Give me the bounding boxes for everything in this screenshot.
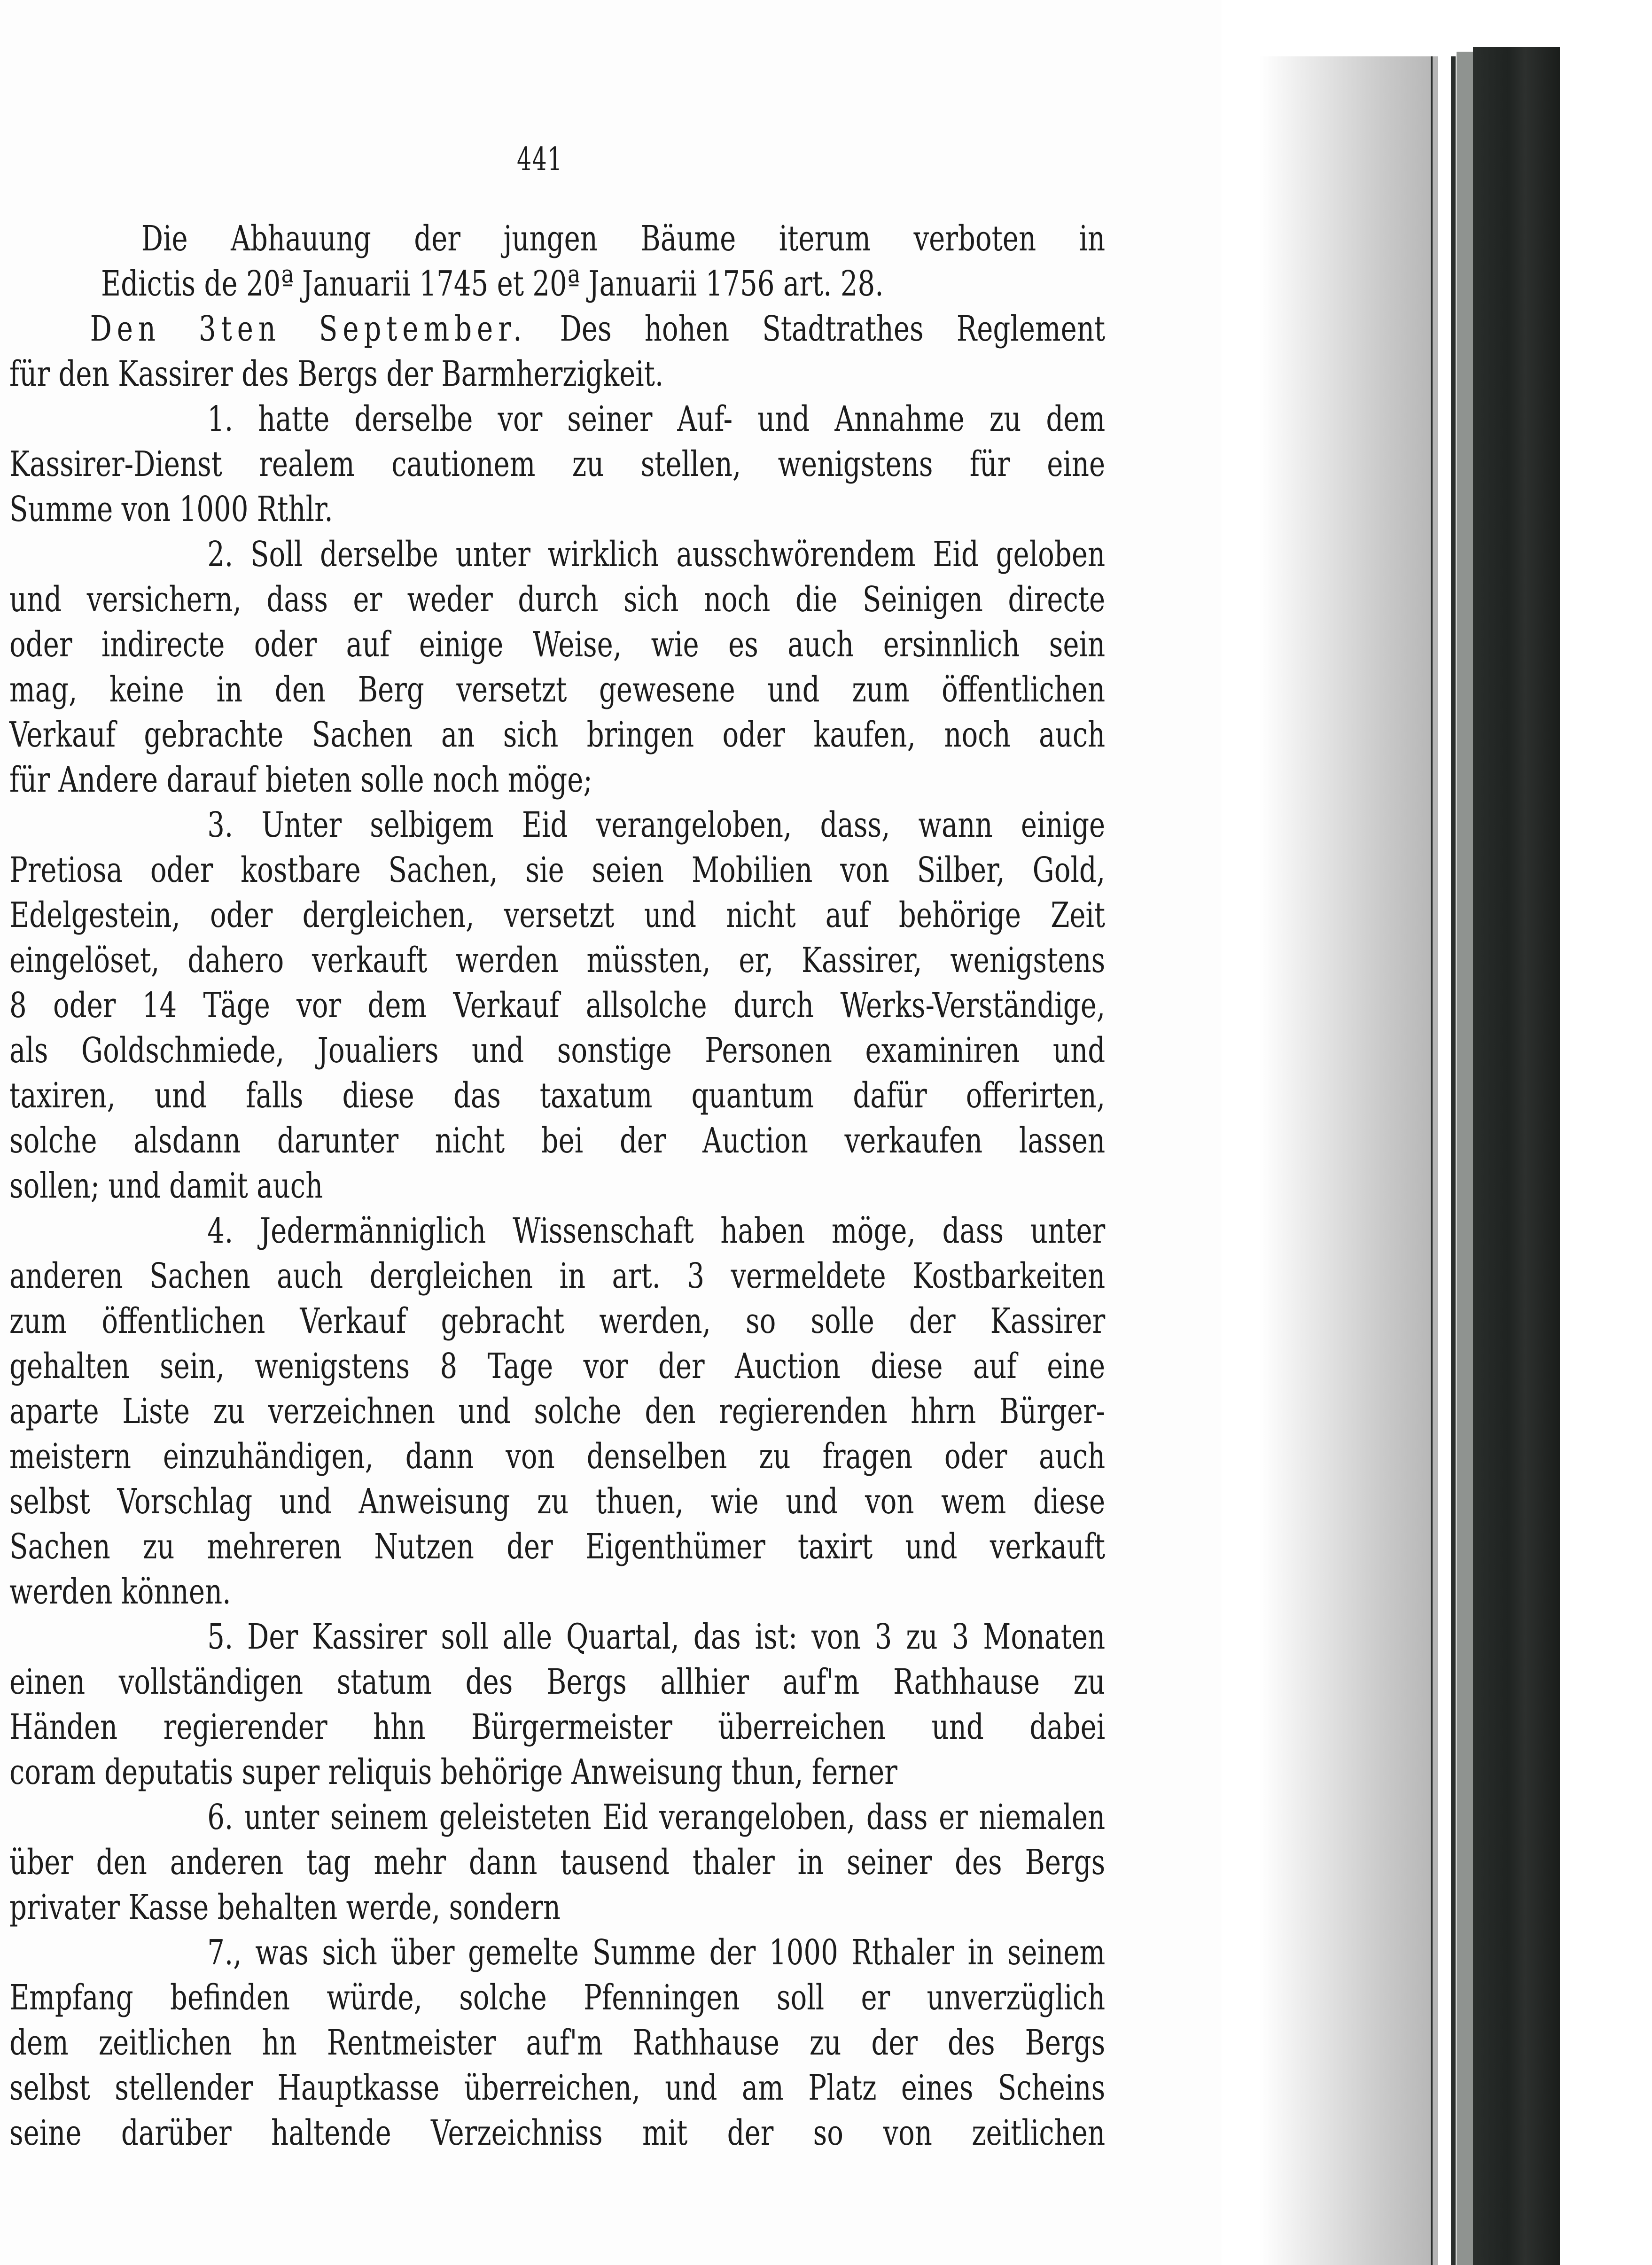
text-line: Sachen zu mehreren Nutzen der Eigenthümer taxirt und verkauft [9,1526,1106,1567]
book-spine-edge [1222,0,1652,2265]
item-text: Soll derselbe unter wirklich ausschwörendem Eid geloben [250,534,1106,575]
spine-line [1431,56,1433,2265]
text-line: Pretiosa oder kostbare Sachen, sie seien Mobilien von Silber, Gold, [9,850,1106,890]
item-number: 5. [207,1617,234,1657]
item-text: Unter selbigem Eid verangeloben, dass, wann einige [261,805,1106,845]
text-line: selbst stellender Hauptkasse überreichen, und am Platz eines Scheins [9,2068,1106,2108]
text-line: mag, keine in den Berg versetzt gewesene und zum öffentlichen [9,669,1106,710]
text-line: und versichern, dass er weder durch sich noch die Seinigen directe [9,579,1106,620]
text-line: Edelgestein, oder dergleichen, versetzt und nicht auf behörige Zeit [9,895,1106,935]
text-line: Händen regierender hhn Bürgermeister überreichen und dabei [9,1707,1106,1747]
item-text: unter seinem geleisteten Eid verangeloben, dass er niemalen [244,1797,1106,1837]
text-line: dem zeitlichen hn Rentmeister auf'm Rathhause zu der des Bergs [9,2023,1106,2063]
list-item-first-line [9,1614,1105,1659]
text-line: Verkauf gebrachte Sachen an sich bringen oder kaufen, noch auch [9,715,1106,755]
item-number: 4. [207,1211,234,1251]
section-date: Den 3ten September. [90,309,527,349]
spine-band [1457,52,1475,2265]
item-text: was sich über gemelte Summe der 1000 Rthaler in seinem [255,1932,1106,1973]
text-line: als Goldschmiede, Joualiers und sonstige Personen examiniren und [9,1030,1106,1071]
list-item-first-line [9,1930,1105,1975]
text-line: privater Kasse behalten werde, sondern [9,1887,561,1928]
text-line: selbst Vorschlag und Anweisung zu thuen, wie und von wem diese [9,1481,1106,1522]
text-line: einen vollständigen statum des Bergs allhier auf'm Rathhause zu [9,1662,1106,1702]
text-line: eingelöset, dahero verkauft werden müssten, er, Kassirer, wenigstens [9,940,1106,981]
text-line: Kassirer-Dienst realem cautionem zu stellen, wenigstens für eine [9,444,1106,484]
book-cover-edge [1473,47,1560,2265]
item-number: 2. [207,534,234,575]
text-line: seine darüber haltende Verzeichniss mit der so von zeitlichen [9,2113,1106,2153]
section-heading-line [9,306,1105,351]
section-title: Des hohen Stadtrathes Reglement [560,309,1106,349]
spine-line [1451,56,1456,2265]
text-line: solche alsdann darunter nicht bei der Auction verkaufen lassen [9,1121,1106,1161]
text-line: für den Kassirer des Bergs der Barmherzigkeit. [9,354,664,394]
text-line: über den anderen tag mehr dann tausend thaler in seiner des Bergs [9,1842,1106,1883]
text-line: für Andere darauf bieten solle noch möge; [9,760,592,800]
list-item-first-line [9,532,1105,577]
text-line: zum öffentlichen Verkauf gebracht werden, so solle der Kassirer [9,1301,1106,1341]
item-number: 7., [207,1932,242,1973]
item-number: 1. [207,399,234,439]
list-item-first-line [9,1795,1105,1840]
item-number: 6. [207,1797,234,1837]
list-item-first-line [9,802,1105,848]
item-text: Jedermänniglich Wissenschaft haben möge, dass unter [260,1211,1106,1251]
text-line: taxiren, und falls diese das taxatum quantum dafür offerirten, [9,1075,1106,1116]
text-line: anderen Sachen auch dergleichen in art. 3 vermeldete Kostbarkeiten [9,1256,1106,1296]
text-line: Empfang befinden würde, solche Pfenningen soll er unverzüglich [9,1977,1106,2018]
list-item-first-line [9,1208,1105,1253]
item-number: 3. [207,805,234,845]
page-number: 441 [517,141,563,178]
text-line: meistern einzuhändigen, dann von denselben zu fragen oder auch [9,1436,1106,1477]
item-text: Der Kassirer soll alle Quartal, das ist: von 3 zu 3 Monaten [247,1617,1106,1657]
page-curl-shadow [1259,56,1438,2265]
document-body [9,216,1104,2156]
list-item-first-line [9,397,1105,442]
text-line: gehalten sein, wenigstens 8 Tage vor der Auction diese auf eine [9,1346,1106,1386]
text-line: coram deputatis super reliquis behörige Anweisung thun, ferner [9,1752,897,1792]
text-line: 8 oder 14 Täge vor dem Verkauf allsolche durch Werks-Verständige, [9,985,1106,1026]
text-line: oder indirecte oder auf einige Weise, wie es auch ersinnlich sein [9,624,1106,665]
text-line: Edictis de 20ª Januarii 1745 et 20ª Januarii 1756 art. 28. [101,264,884,304]
text-line: Die Abhauung der jungen Bäume iterum verboten in [141,218,1106,259]
text-line: Summe von 1000 Rthlr. [9,489,333,529]
text-line: aparte Liste zu verzeichnen und solche den regierenden hhrn Bürger- [9,1391,1106,1432]
text-line: werden können. [9,1572,231,1612]
text-line: sollen; und damit auch [9,1166,323,1206]
item-text: hatte derselbe vor seiner Auf- und Annahme zu dem [258,399,1106,439]
